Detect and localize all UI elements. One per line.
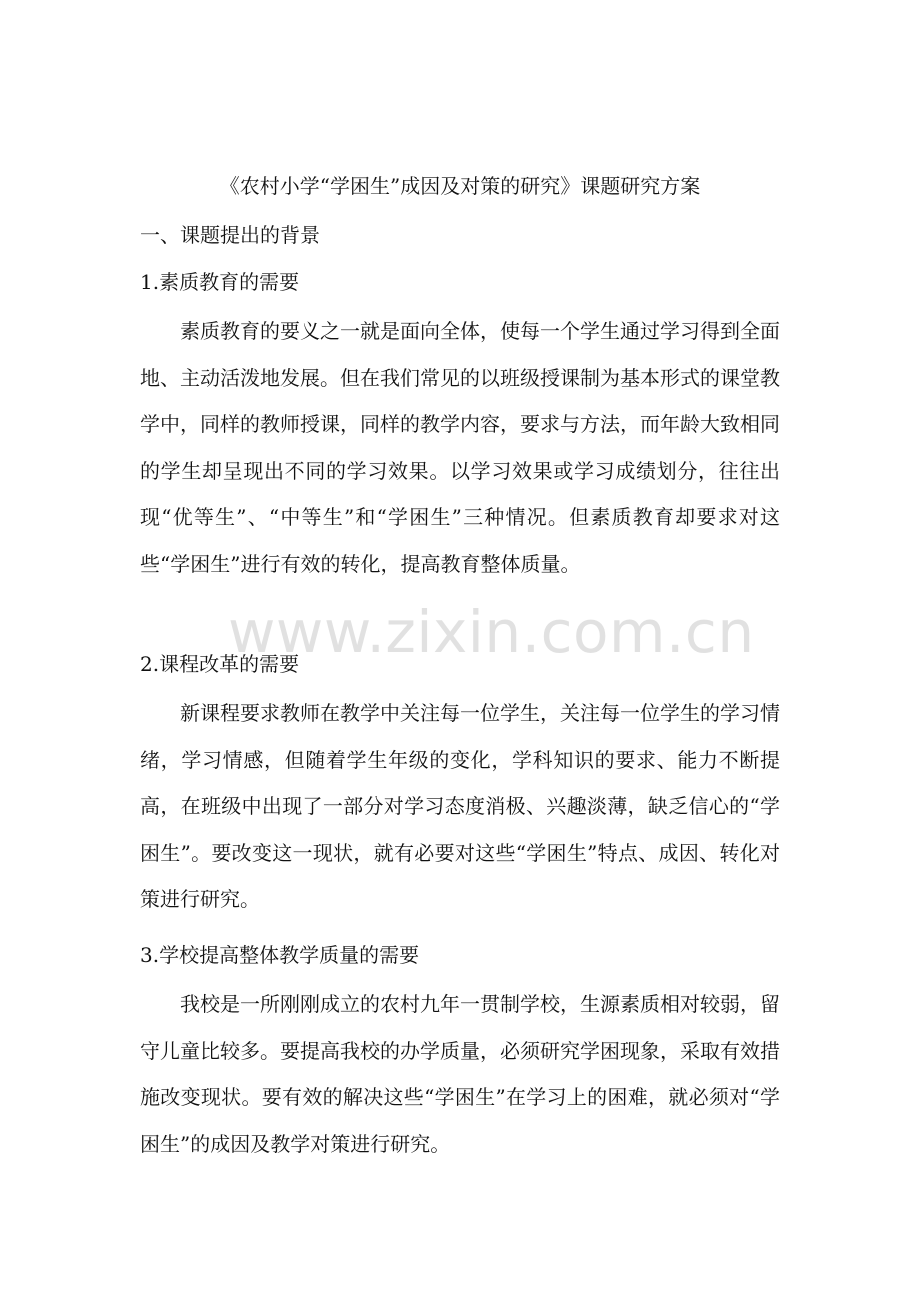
document-title: 《农村小学“学困生”成因及对策的研究》课题研究方案 xyxy=(219,174,701,198)
paragraph-school-quality: 我校是一所刚刚成立的农村九年一贯制学校，生源素质相对较弱，留守儿童比较多。要提高我校的办学质量，必须研究学困现象，采取有效措施改变现状。要有效的解决这些“学困生”在学习上的困难，就必须对“学困生”的成因及教学对策进行研究。 xyxy=(140,992,780,1156)
subsection-heading-curriculum-reform: 2.课程改革的需要 xyxy=(140,652,300,676)
paragraph-curriculum-reform: 新课程要求教师在教学中关注每一位学生，关注每一位学生的学习情绪，学习情感，但随着学生年级的变化，学科知识的要求、能力不断提高，在班级中出现了一部分对学习态度消极、兴趣淡薄，缺乏信心的“学困生”。要改变这一现状，就有必要对这些“学困生”特点、成因、转化对策进行研究。 xyxy=(140,701,780,911)
watermark: www.zixin.com.cn xyxy=(228,598,755,666)
subsection-heading-school-quality: 3.学校提高整体教学质量的需要 xyxy=(140,943,420,967)
section-heading-background: 一、课题提出的背景 xyxy=(140,223,320,247)
paragraph-quality-education: 素质教育的要义之一就是面向全体，使每一个学生通过学习得到全面地、主动活泼地发展。但在我们常见的以班级授课制为基本形式的课堂教学中，同样的教师授课，同样的教学内容，要求与方法，而年龄大致相同的学生却呈现出不同的学习效果。以学习效果或学习成绩划分，往往出现“优等生”、“中等生”和“学困生”三种情况。但素质教育却要求对这些“学困生”进行有效的转化，提高教育整体质量。 xyxy=(140,319,780,576)
subsection-heading-quality-education: 1.素质教育的需要 xyxy=(140,270,300,294)
